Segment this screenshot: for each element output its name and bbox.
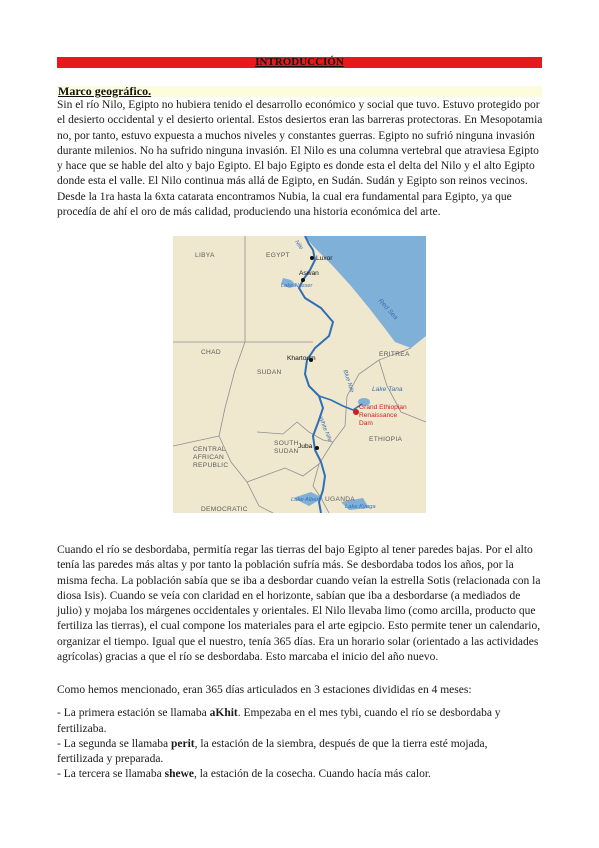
label-lake-albert: Lake Albert: [291, 497, 321, 503]
label-chad: CHAD: [201, 349, 221, 356]
city-luxor: Luxor: [316, 255, 333, 262]
label-lake-tana: Lake Tana: [372, 386, 403, 393]
paragraph-geography: Sin el río Nilo, Egipto no hubiera tenido el desarrollo económico y social que tuvo. Estuvo protegido por el desierto occidental y el desierto oriental. Estos desiertos eran las barreras protectoras. En Mesopotamia no, por tanto, estuvo expuesta a muchos niveles y constantes guerras. Egipto no sufrió ninguna invasión durante milenios. No ha sufrido ninguna invasión. El Nilo es una columna vertebral que atraviesa Egipto y hace que se hable del alto y bajo Egipto. El bajo Egipto es donde esta el delta del Nilo y el alto Egipto donde esta el valle. El Nilo continua más allá de Egipto, en Sudán. Sudán y Egipto son reinos vecinos. Desde la 1ra hasta la 6xta catarata encontramos Nubia, la cual era fundamental para Egipto, ya que procedía de ahí el oro de más calidad, produciendo una historia económica del arte.: [57, 99, 543, 219]
label-republic: REPUBLIC: [193, 462, 229, 469]
city-juba: Juba: [298, 443, 313, 450]
season-line-2b: fertilizada y preparada.: [57, 753, 164, 766]
city-khartoum: Khartoum: [287, 355, 316, 362]
paragraph-flooding: Cuando el río se desbordaba, permitía regar las tierras del bajo Egipto al tener paredes bajas. Por el alto tenía las paredes más altas y por tanto la población sufría más. Se desbordaba todos los años, por la misma fecha. La población sabía que se iba a desbordar cuando veían la estrella Sotis (relacionada con la diosa Isis). Cuando se veía con claridad en el horizonte, sabían que iba a desbordarse (a mediados de julio) y mojaba los márgenes occidentales y orientales. El Nilo llevaba limo (como arcilla, producto que fertiliza las tierras), el cual compone los materiales para el arte egipcio. Esto permite tener un calendario, organizar el tiempo. Igual que el nuestro, tenía 365 días. Era un horario solar (orientado a las actividades agrícolas) gracias a que el río se desbordaba. Esto marcaba el inicio del año nuevo.: [57, 544, 541, 664]
seasons-intro: Como hemos mencionado, eran 365 días articulados en 3 estaciones divididas en 4 meses:: [57, 684, 472, 696]
season-line-3: - La tercera se llamaba shewe, la estación de la cosecha. Cuando hacía más calor.: [57, 768, 431, 781]
season-name-shewe: shewe: [164, 768, 194, 781]
spacer: [57, 698, 544, 706]
label-blue-nile: Blue Nile: [341, 369, 355, 394]
label-dam-3: Dam: [359, 420, 373, 427]
label-sudan: SUDAN: [257, 369, 282, 376]
season-line-1b: fertilizaba.: [57, 722, 107, 735]
section-heading: Marco geográfico.: [58, 84, 152, 98]
map-graphic: [173, 236, 426, 513]
nile-map: [173, 236, 426, 513]
label-nile: Nile: [293, 239, 304, 252]
season-name-akhit: aKhit: [209, 707, 238, 720]
paragraph-seasons: [57, 683, 544, 783]
label-lake-nasser: Lake Nasser: [281, 283, 313, 289]
label-south: SOUTH: [274, 440, 299, 447]
label-ethiopia: ETHIOPIA: [369, 436, 403, 443]
label-red-sea: Red Sea: [376, 297, 400, 322]
season-line-1: - La primera estación se llamaba aKhit. Empezaba en el mes tybi, cuando el río se desbordaba y: [57, 707, 501, 720]
page-title: INTRODUCCIÓN: [255, 56, 344, 68]
label-uganda: UGANDA: [325, 496, 356, 503]
label-eritrea: ERITREA: [379, 351, 410, 358]
label-central: CENTRAL: [193, 446, 226, 453]
season-line-2: - La segunda se llamaba perit, la estación de la siembra, después de que la tierra esté mojada,: [57, 737, 488, 750]
city-aswan: Aswan: [299, 270, 319, 277]
label-dam-2: Renaissance: [359, 412, 398, 419]
label-south-sudan: SUDAN: [274, 448, 299, 455]
label-white-nile: White Nile: [316, 415, 333, 443]
label-egypt: EGYPT: [266, 252, 290, 259]
red-sea-shape: [305, 236, 426, 348]
label-african: AFRICAN: [193, 454, 225, 461]
label-democratic: DEMOCRATIC: [201, 506, 248, 513]
label-lake-kyoga: Lake Kyoga: [345, 504, 376, 510]
label-dam-1: Grand Ethiopian: [359, 404, 407, 411]
season-name-perit: perit: [171, 737, 195, 750]
label-libya: LIBYA: [195, 252, 215, 259]
